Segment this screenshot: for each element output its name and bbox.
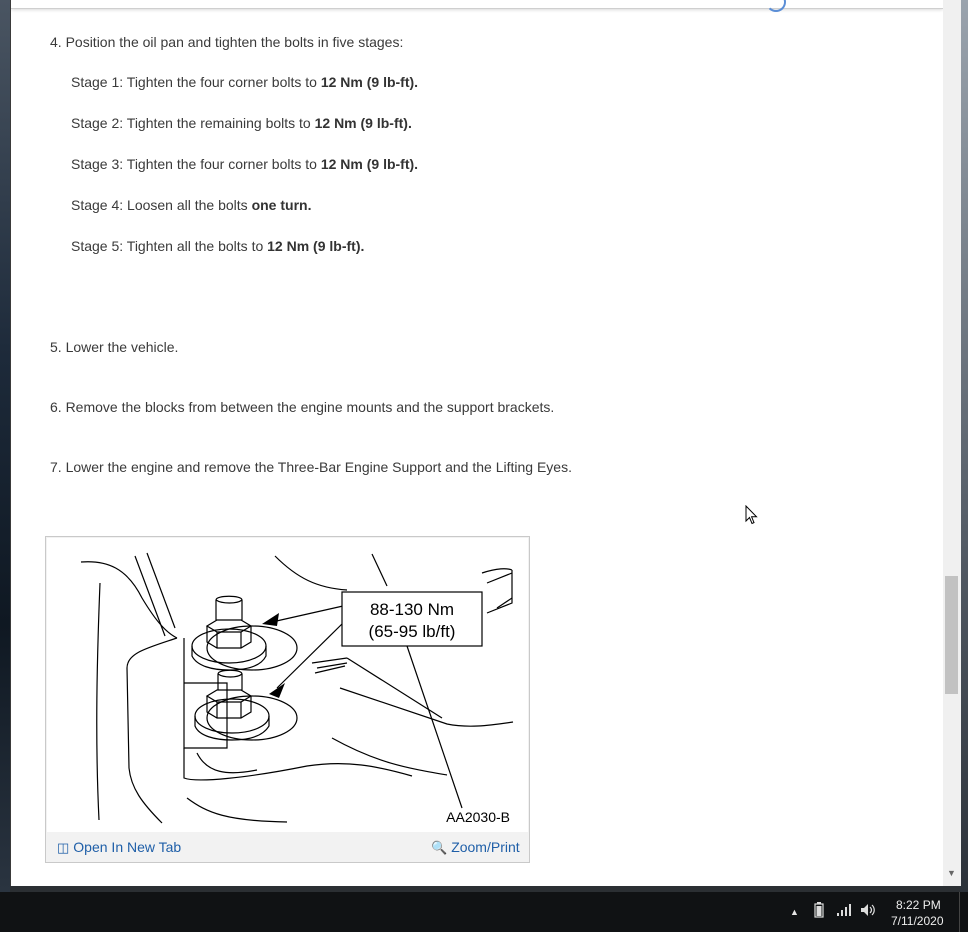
- browser-window: [10, 0, 961, 886]
- scroll-down-arrow-icon[interactable]: ▼: [947, 868, 956, 878]
- stage-5: [71, 238, 364, 254]
- network-icon[interactable]: [836, 904, 852, 919]
- stage-2: [71, 115, 412, 131]
- stage-5-value: 12 Nm (9 lb-ft).: [267, 238, 365, 254]
- figure-card: [45, 536, 530, 863]
- mouse-cursor-icon: [745, 505, 759, 525]
- stage-4-text: Stage 4: Loosen all the bolts: [71, 197, 252, 213]
- figure-code: AA2030-B: [446, 809, 510, 825]
- torque-spec-line-2: (65-95 lb/ft): [368, 622, 456, 641]
- vertical-scrollbar[interactable]: [943, 0, 961, 886]
- zoom-print-link[interactable]: [431, 839, 520, 856]
- battery-icon[interactable]: [814, 902, 824, 921]
- stage-2-value: 12 Nm (9 lb-ft).: [314, 115, 412, 131]
- clock-date[interactable]: 7/11/2020: [891, 914, 944, 928]
- step-5-text: 5. Lower the vehicle.: [50, 339, 179, 355]
- scrollbar-thumb[interactable]: [945, 576, 958, 694]
- stage-4: [71, 197, 311, 213]
- stage-3: [71, 156, 418, 172]
- torque-spec-line-1: 88-130 Nm: [369, 600, 455, 619]
- show-desktop-button[interactable]: [959, 892, 968, 932]
- article-content: [11, 0, 943, 886]
- stage-3-value: 12 Nm (9 lb-ft).: [320, 156, 419, 172]
- volume-icon[interactable]: [860, 903, 876, 920]
- stage-2-text: Stage 2: Tighten the remaining bolts to: [71, 115, 315, 131]
- open-in-new-tab-label: Open In New Tab: [73, 839, 182, 855]
- desktop-background-right: [960, 0, 968, 892]
- sticky-header-edge: [11, 0, 943, 9]
- stage-3-text: Stage 3: Tighten the four corner bolts to: [71, 156, 321, 172]
- diagram-drawing: [47, 538, 528, 832]
- desktop-background-left: [0, 0, 10, 892]
- open-in-new-tab-link[interactable]: [57, 839, 181, 856]
- stage-4-value: one turn.: [251, 197, 312, 213]
- oil-pan-bolt-diagram[interactable]: [47, 538, 528, 832]
- open-in-new-tab-icon: ◫: [57, 840, 70, 855]
- taskbar: [0, 892, 968, 932]
- show-hidden-icons-icon[interactable]: ▲: [790, 907, 799, 917]
- zoom-print-label: Zoom/Print: [451, 839, 520, 855]
- stage-1-text: Stage 1: Tighten the four corner bolts to: [71, 74, 321, 90]
- clock-time[interactable]: 8:22 PM: [896, 898, 941, 912]
- figure-footer: [46, 835, 529, 861]
- step-6-text: 6. Remove the blocks from between the engine mounts and the support brackets.: [50, 399, 555, 415]
- step-4-text: 4. Position the oil pan and tighten the bolts in five stages:: [50, 34, 404, 50]
- stage-5-text: Stage 5: Tighten all the bolts to: [71, 238, 268, 254]
- zoom-icon: 🔍: [431, 840, 448, 855]
- stage-1: [71, 74, 418, 90]
- stage-1-value: 12 Nm (9 lb-ft).: [320, 74, 419, 90]
- step-7-text: 7. Lower the engine and remove the Three-Bar Engine Support and the Lifting Eyes.: [50, 459, 572, 475]
- header-circle-icon: [766, 0, 786, 12]
